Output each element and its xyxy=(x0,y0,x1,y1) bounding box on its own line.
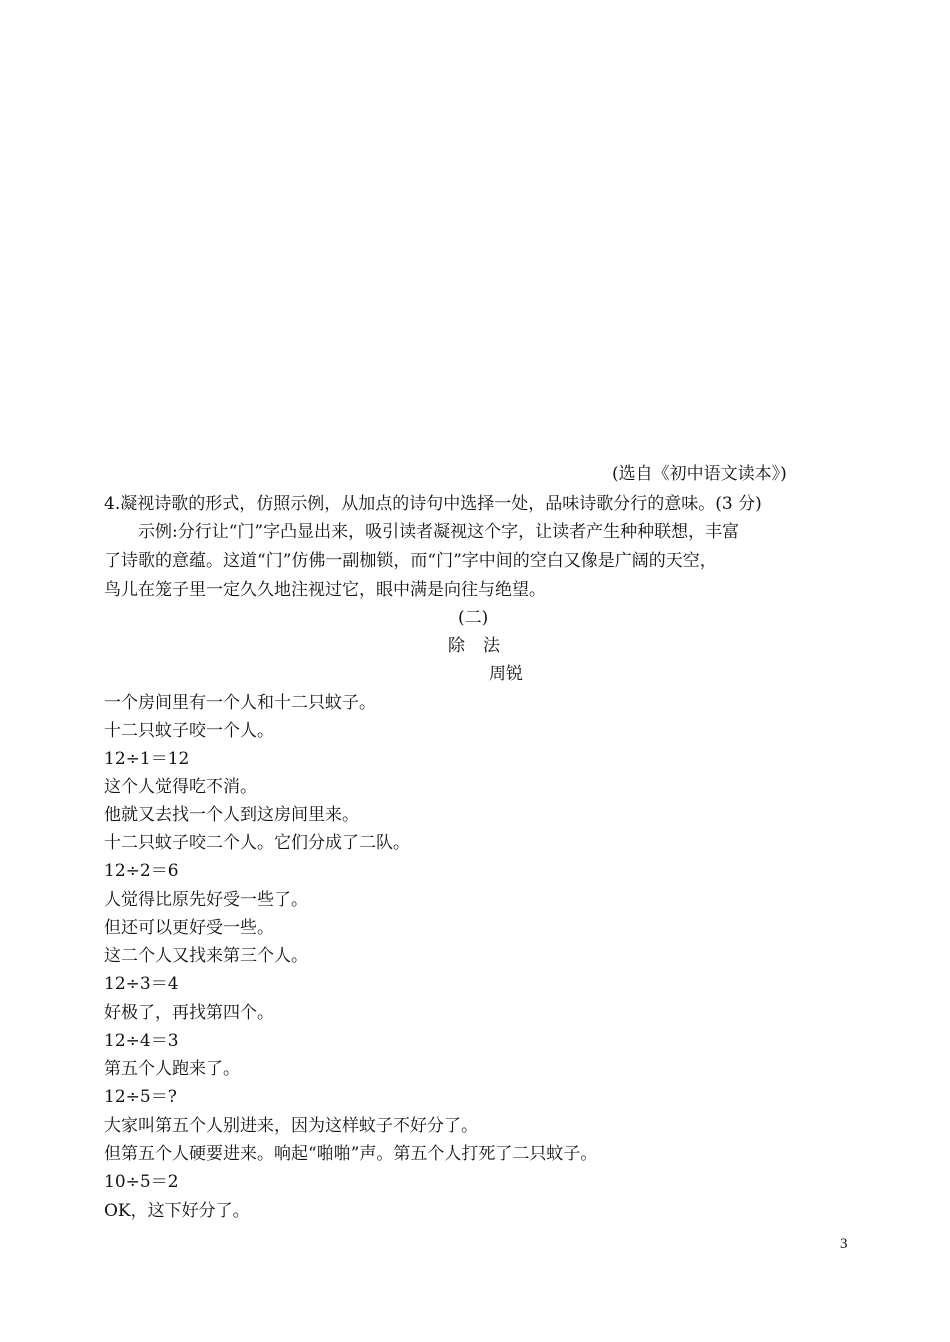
poem-line: 一个房间里有一个人和十二只蚊子。 xyxy=(104,693,376,713)
example-line-2: 了诗歌的意蕴。这道“门”仿佛一副枷锁，而“门”字中间的空白又像是广阔的天空， xyxy=(104,551,717,571)
example-line-1: 示例:分行让“门”字凸显出来，吸引读者凝视这个字，让读者产生种种联想，丰富 xyxy=(138,522,740,542)
poem-line: 第五个人跑来了。 xyxy=(104,1059,240,1079)
poem-title xyxy=(448,631,500,656)
poem-line: 12÷1＝12 xyxy=(104,749,190,769)
poem-line: 好极了，再找第四个。 xyxy=(104,1003,274,1023)
poem-line: 这二个人又找来第三个人。 xyxy=(104,946,308,966)
poem-line: 他就又去找一个人到这房间里来。 xyxy=(104,805,359,825)
poem-line: 12÷2＝6 xyxy=(104,861,179,881)
poem-line: 大家叫第五个人别进来，因为这样蚊子不好分了。 xyxy=(104,1116,478,1136)
poem-line: 12÷3＝4 xyxy=(104,974,179,994)
poem-line: 但还可以更好受一些。 xyxy=(104,918,274,938)
section-number: (二) xyxy=(458,608,489,628)
poem-line: 10÷5＝2 xyxy=(104,1172,179,1192)
poem-line: 12÷4＝3 xyxy=(104,1031,179,1051)
question-4-prompt: 4.凝视诗歌的形式，仿照示例，从加点的诗句中选择一处，品味诗歌分行的意味。(3 分) xyxy=(104,494,762,514)
poem-line: 12÷5＝? xyxy=(104,1087,177,1107)
example-line-3: 鸟儿在笼子里一定久久地注视过它，眼中满是向往与绝望。 xyxy=(104,580,546,600)
poem-title-char-2: 法 xyxy=(483,636,500,656)
poem-title-char-1: 除 xyxy=(448,636,465,656)
source-note: (选自《初中语文读本》) xyxy=(612,464,787,484)
poem-line: 但第五个人硬要进来。响起“啪啪”声。第五个人打死了二只蚊子。 xyxy=(104,1144,598,1164)
poem-line: 人觉得比原先好受一些了。 xyxy=(104,890,308,910)
poem-line: OK，这下好分了。 xyxy=(104,1201,250,1221)
poem-line: 十二只蚊子咬一个人。 xyxy=(104,721,274,741)
poem-line: 这个人觉得吃不消。 xyxy=(104,777,257,797)
poem-line: 十二只蚊子咬二个人。它们分成了二队。 xyxy=(104,833,410,853)
poem-author: 周锐 xyxy=(489,664,523,684)
page-number: 3 xyxy=(840,1236,848,1252)
